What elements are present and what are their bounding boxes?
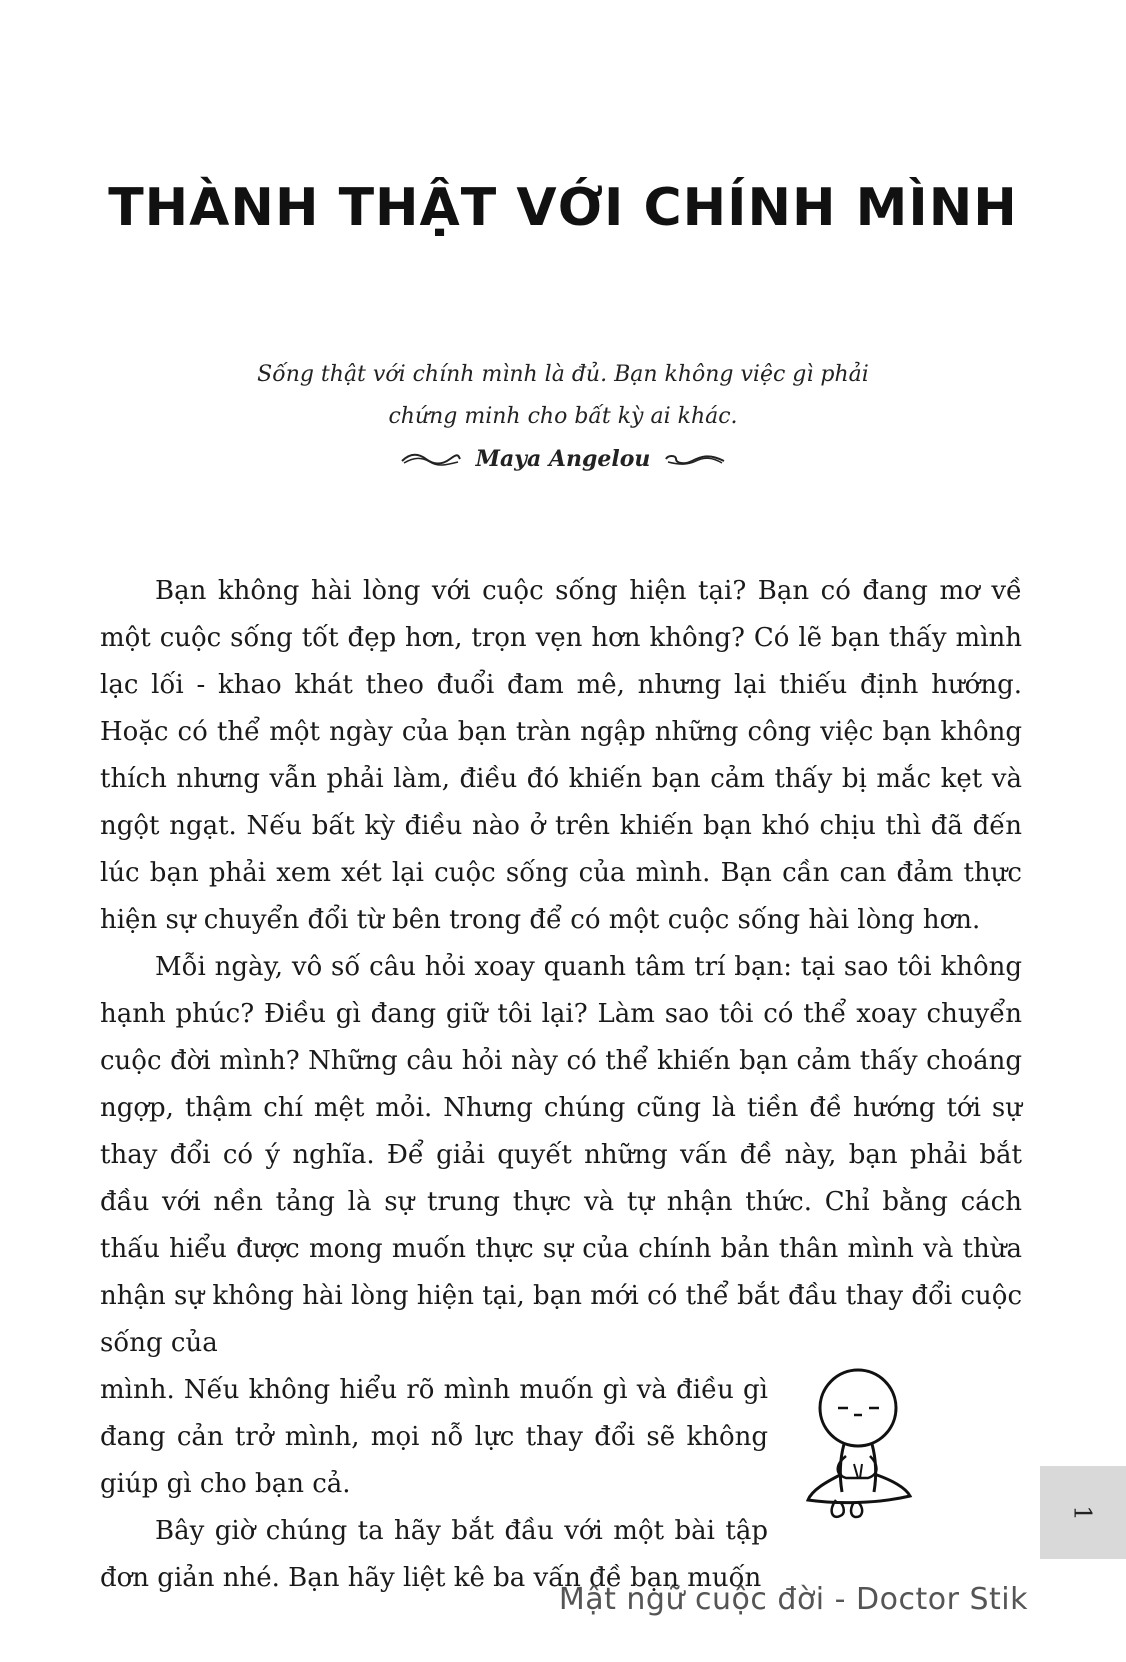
- epigraph: [0, 354, 1126, 480]
- quote-author: Maya Angelou: [475, 446, 651, 472]
- quote-attribution: [0, 438, 1126, 480]
- paragraph-1: Bạn không hài lòng với cuộc sống hiện tại? Bạn có đang mơ về một cuộc sống tốt đẹp hơn, trọn vẹn hơn không? Có lẽ bạn thấy mình lạc lối - khao khát theo đuổi đam mê, nhưng lại thiếu định hướng. Hoặc có thể một ngày của bạn tràn ngập những công việc bạn không thích nhưng vẫn phải làm, điều đó khiến bạn cảm thấy bị mắc kẹt và ngột ngạt. Nếu bất kỳ điều nào ở trên khiến bạn khó chịu thì đã đến lúc bạn phải xem xét lại cuộc sống của mình. Bạn cần can đảm thực hiện sự chuyển đổi từ bên trong để có một cuộc sống hài lòng hơn.: [100, 576, 1022, 935]
- chapter-title: THÀNH THẬT VỚI CHÍNH MÌNH: [108, 178, 1018, 238]
- paragraph-2-tail: mình. Nếu không hiểu rõ mình muốn gì và điều gì đang cản trở mình, mọi nỗ lực thay đổi sẽ không giúp gì cho bạn cả.: [100, 1375, 768, 1499]
- quote-line-1: Sống thật với chính mình là đủ. Bạn không việc gì phải: [257, 362, 869, 387]
- quote-line-2: chứng minh cho bất kỳ ai khác.: [388, 404, 738, 429]
- meditating-stick-figure-icon: [806, 1364, 966, 1539]
- flourish-right-icon: [664, 451, 726, 467]
- page-number-tab: [1040, 1466, 1126, 1559]
- book-footer: Mật ngữ cuộc đời - Doctor Stik: [558, 1582, 1028, 1617]
- flourish-left-icon: [400, 451, 462, 467]
- page-number: 1: [1069, 1504, 1097, 1521]
- paragraph-3: Bây giờ chúng ta hãy bắt đầu với một bài tập đơn giản nhé. Bạn hãy liệt kê ba vấn đề bạn muốn: [100, 1516, 768, 1593]
- paragraph-2: Mỗi ngày, vô số câu hỏi xoay quanh tâm trí bạn: tại sao tôi không hạnh phúc? Điều gì đang giữ tôi lại? Làm sao tôi có thể xoay chuyển cuộc đời mình? Những câu hỏi này có thể khiến bạn cảm thấy choáng ngợp, thậm chí mệt mỏi. Nhưng chúng cũng là tiền đề hướng tới sự thay đổi có ý nghĩa. Để giải quyết những vấn đề này, bạn phải bắt đầu với nền tảng là sự trung thực và tự nhận thức. Chỉ bằng cách thấu hiểu được mong muốn thực sự của chính bản thân mình và thừa nhận sự không hài lòng hiện tại, bạn mới có thể bắt đầu thay đổi cuộc sống của: [100, 952, 1022, 1358]
